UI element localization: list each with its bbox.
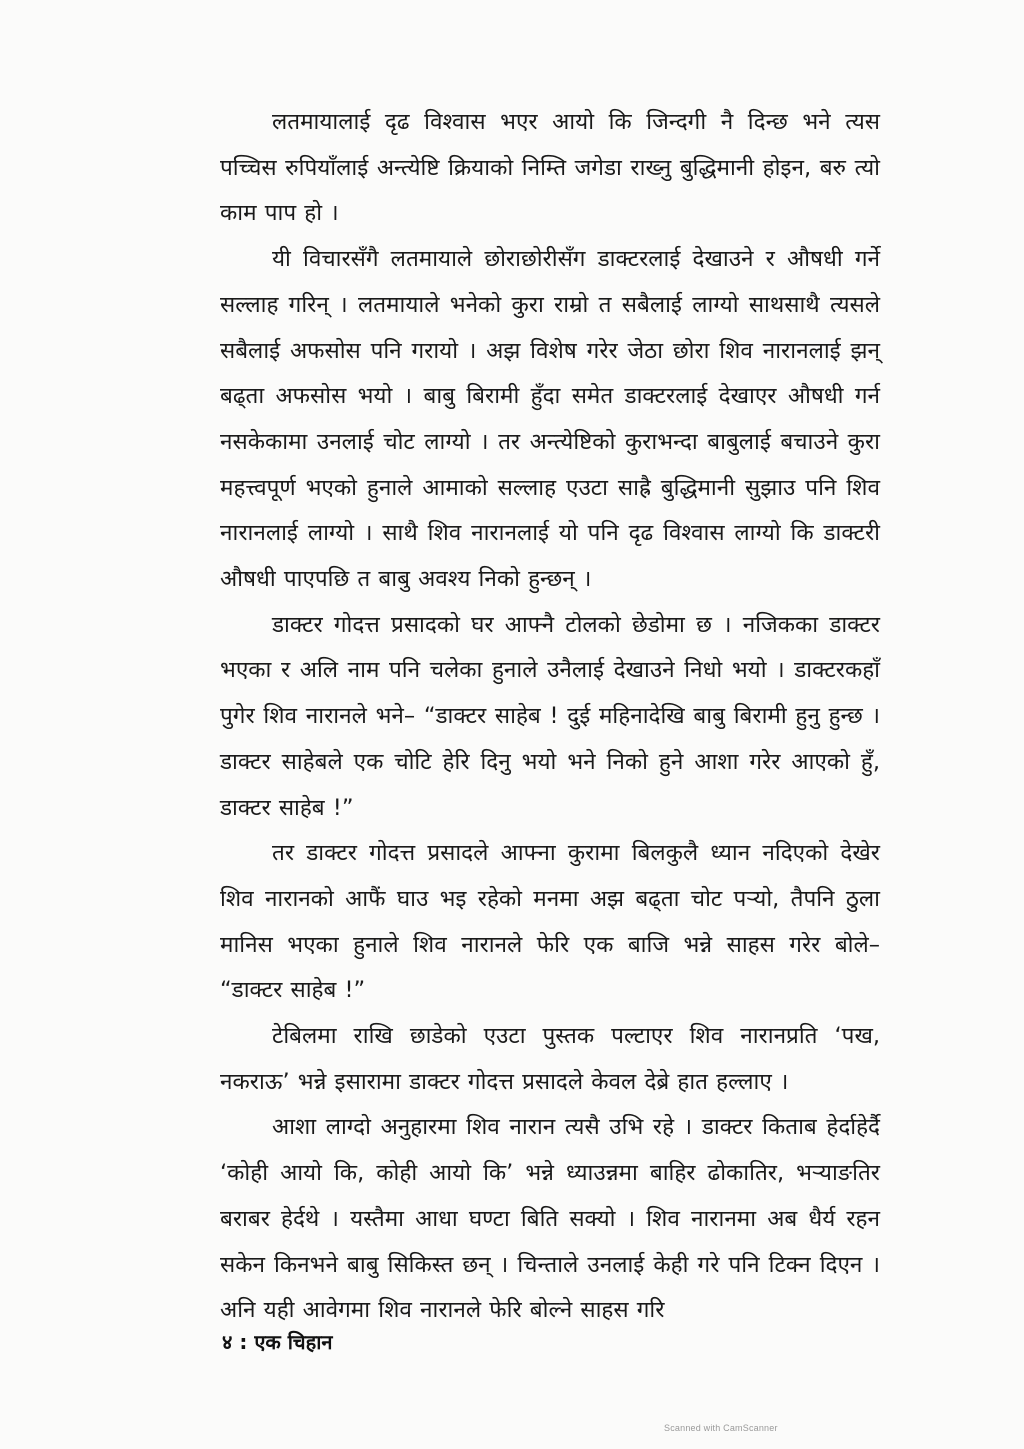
paragraph: लतमायालाई दृढ विश्वास भएर आयो कि जिन्दगी नै दिन्छ भने त्यस पच्चिस रुपियाँलाई अन्त्येष्टि क्रियाको निम्ति जगेडा राख्नु बुद्धिमानी होइन, बरु त्यो काम पाप हो । <box>220 109 880 227</box>
paragraph: आशा लाग्दो अनुहारमा शिव नारान त्यसै उभि रहे । डाक्टर किताब हेर्दाहेर्दै ‘कोही आयो कि, कोही आयो कि’ भन्ने ध्याउन्नमा बाहिर ढोकातिर, भऱ्याङतिर बराबर हेर्दथे । यस्तैमा आधा घण्टा बिति सक्यो । शिव नारानमा अब धैर्य रहन सकेन किनभने बाबु सिकिस्त छन् । चिन्ताले उनलाई केही गरे पनि टिक्न दिएन । अनि यही आवेगमा शिव नारानले फेरि बोल्ने साहस गरि <box>220 1114 880 1324</box>
paragraph: तर डाक्टर गोदत्त प्रसादले आफ्ना कुरामा बिलकुलै ध्यान नदिएको देखेर शिव नारानको आफैं घाउ भइ रहेको मनमा अझ बढ्ता चोट पर्‍यो, तैपनि ठुला मानिस भएका हुनाले शिव नारानले फेरि एक बाजि भन्ने साहस गरेर बोले– “डाक्टर साहेब !” <box>220 840 880 1004</box>
paragraph: यी विचारसँगै लतमायाले छोराछोरीसँग डाक्टरलाई देखाउने र औषधी गर्ने सल्लाह गरिन् । लतमायाले भनेको कुरा राम्रो त सबैलाई लाग्यो साथसाथै त्यसले सबैलाई अफसोस पनि गरायो । अझ विशेष गरेर जेठा छोरा शिव नारानलाई झन् बढ्ता अफसोस भयो । बाबु बिरामी हुँदा समेत डाक्टरलाई देखाएर औषधी गर्न नसकेकामा उनलाई चोट लाग्यो । तर अन्त्येष्टिको कुराभन्दा बाबुलाई बचाउने कुरा महत्त्वपूर्ण भएको हुनाले आमाको सल्लाह एउटा साह्रै बुद्धिमानी सुझाउ पनि शिव नारानलाई लाग्यो । साथै शिव नारानलाई यो पनि दृढ विश्वास लाग्यो कि डाक्टरी औषधी पाएपछि त बाबु अवश्य निको हुन्छन् । <box>220 246 880 593</box>
scanner-watermark: Scanned with CamScanner <box>664 1423 778 1433</box>
paragraph: टेबिलमा राखि छाडेको एउटा पुस्तक पल्टाएर शिव नारानप्रति ‘पख, नकराऊ’ भन्ने इसारामा डाक्टर गोदत्त प्रसादले केवल देब्रे हात हल्लाए । <box>220 1023 880 1095</box>
paragraph: डाक्टर गोदत्त प्रसादको घर आफ्नै टोलको छेडोमा छ । नजिकका डाक्टर भएका र अलि नाम पनि चलेका हुनाले उनैलाई देखाउने निधो भयो । डाक्टरकहाँ पुगेर शिव नारानले भने– “डाक्टर साहेब ! दुई महिनादेखि बाबु बिरामी हुनु हुन्छ । डाक्टर साहेबले एक चोटि हेरि दिनु भयो भने निको हुने आशा गरेर आएको हुँ, डाक्टर साहेब !” <box>220 611 880 821</box>
body-text <box>220 100 880 1334</box>
page-footer: ४ : एक चिहान <box>222 1330 333 1354</box>
